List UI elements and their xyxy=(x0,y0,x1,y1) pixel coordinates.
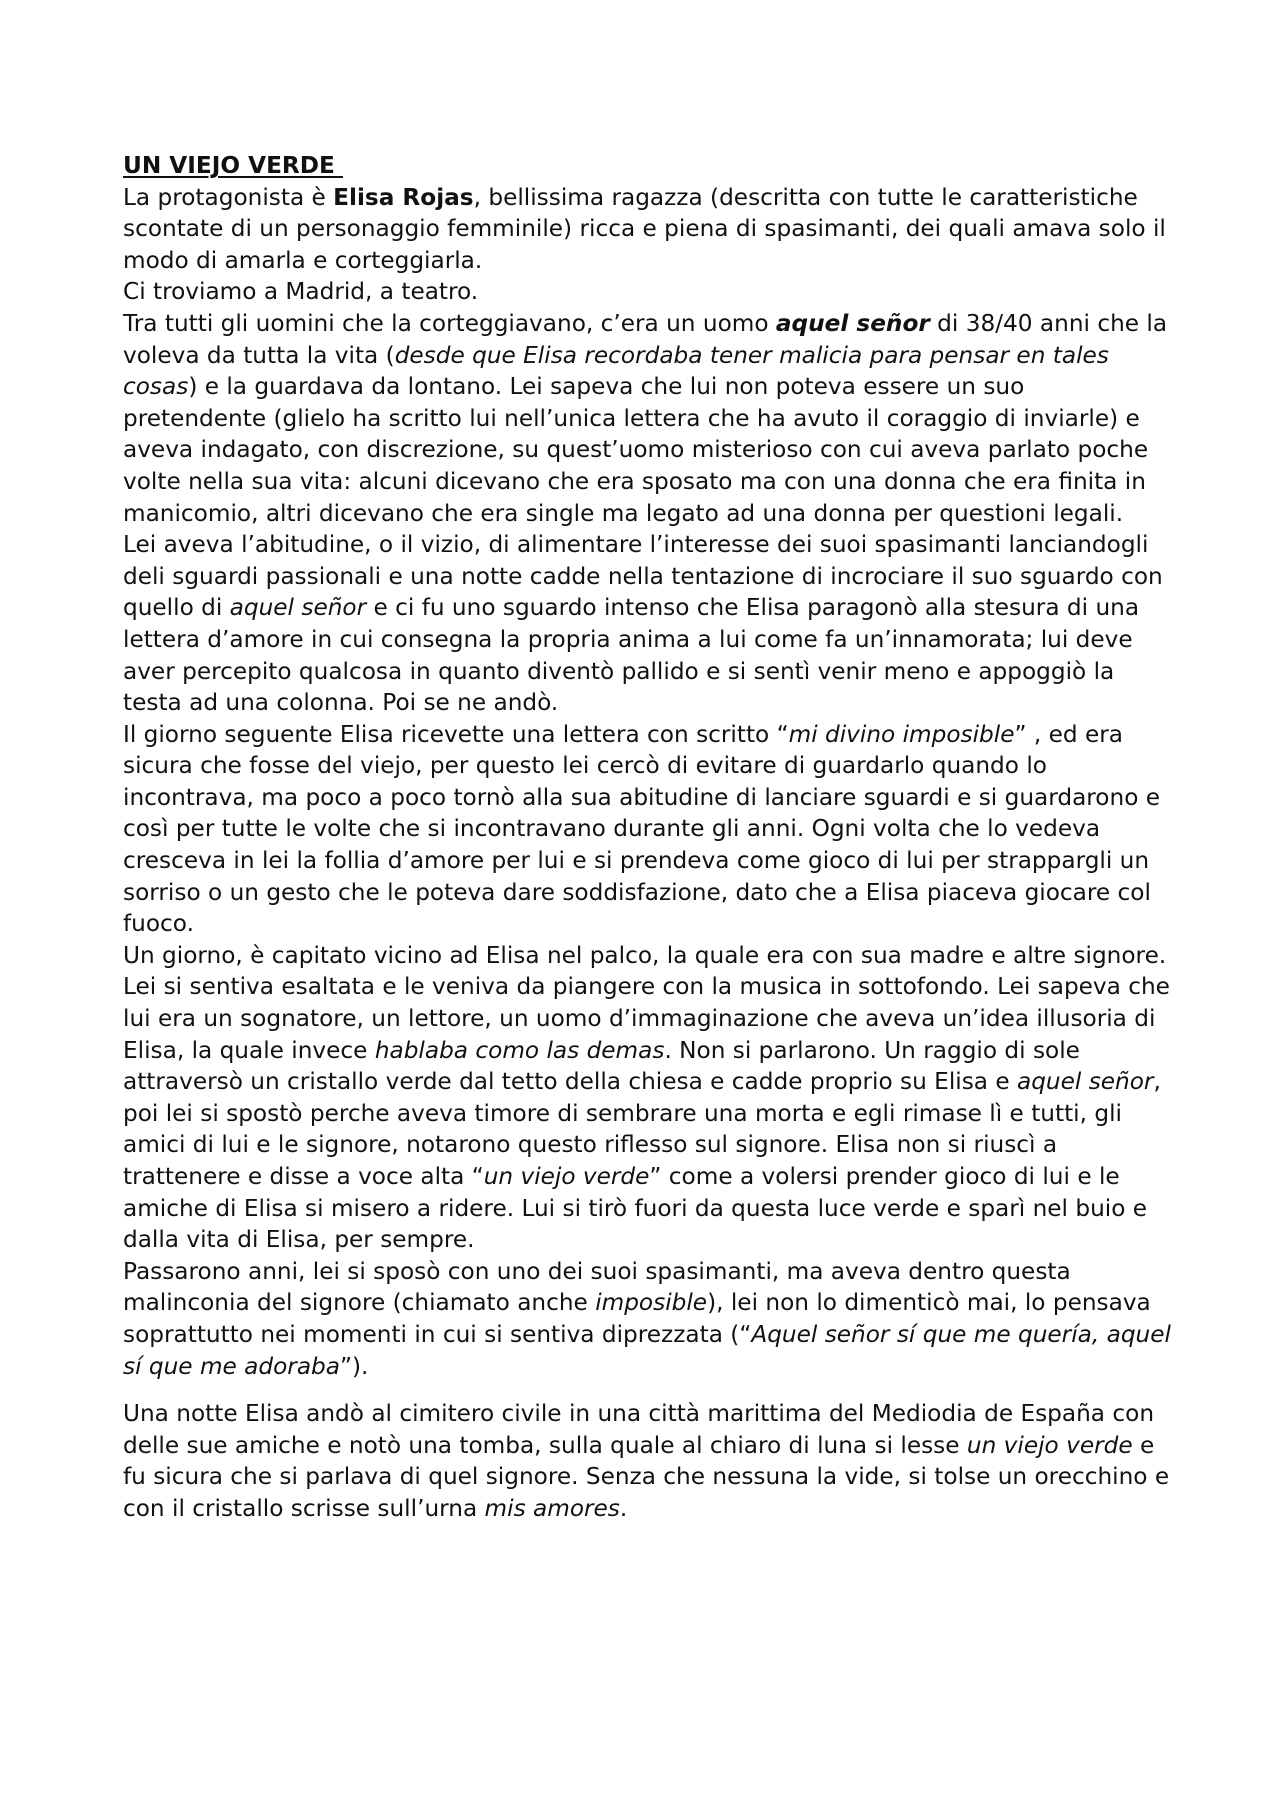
italic-text: aquel señor xyxy=(229,594,367,622)
italic-text: aquel señor xyxy=(1017,1068,1154,1096)
bold-italic-text: aquel señor xyxy=(775,309,930,337)
text-run: ” come a volersi prender gioco di lui e le amiche di Elisa si misero a ridere. Lui si tirò fuori da questa luce verde e sparì nel buio e dalla vita di Elisa, per sempre. xyxy=(123,1163,1148,1254)
paragraph xyxy=(123,182,1173,277)
document-body xyxy=(123,150,1173,1525)
italic-text: desde que Elisa recordaba tener malicia para pensar en tales cosas xyxy=(123,341,1109,401)
document-title: UN VIEJO VERDE xyxy=(123,152,343,179)
italic-text: Aquel señor sí que me quería, aquel sí que me adoraba xyxy=(123,1320,1171,1380)
document-paragraphs xyxy=(123,182,1173,1525)
text-run: Il giorno seguente Elisa ricevette una lettera con scritto “ xyxy=(123,720,789,748)
paragraph xyxy=(123,276,1173,308)
italic-text: hablaba como las demas xyxy=(374,1036,665,1064)
text-run: , bellissima ragazza (descritta con tutte le caratteristiche scontate di un personaggio femminile) ricca e piena di spasimanti, dei quali amava solo il modo di amarla e corteggiarla. xyxy=(123,183,1166,274)
paragraph xyxy=(123,529,1173,719)
text-run: Tra tutti gli uomini che la corteggiavano, c’era un uomo xyxy=(123,309,776,337)
text-run: La protagonista è xyxy=(123,183,334,211)
text-run: ), lei non lo dimenticò mai, lo pensava soprattutto nei momenti in cui si sentiva diprezzata (“ xyxy=(123,1289,1151,1348)
text-run: ”). xyxy=(339,1352,369,1380)
text-run: ” , ed era sicura che fosse del viejo, per questo lei cercò di evitare di guardarlo quando lo incontrava, ma poco a poco tornò alla sua abitudine di lanciare sguardi e si guardarono e così per tutte le volte che si incontravano durante gli anni. Ogni volta che lo vedeva cresceva in lei la follia d’amore per lui e si prendeva come gioco di lui per strappargli un sorriso o un gesto che le poteva dare soddisfazione, dato che a Elisa piaceva giocare col fuoco. xyxy=(123,720,1161,938)
paragraph xyxy=(123,940,1173,1256)
italic-text: un viejo verde xyxy=(483,1163,650,1190)
italic-text: imposible xyxy=(595,1289,708,1317)
italic-text: mi divino imposible xyxy=(788,720,1015,748)
paragraph xyxy=(123,1398,1173,1524)
text-run: Passarono anni, lei si sposò con uno dei suoi spasimanti, ma aveva dentro questa malinconia del signore (chiamato anche xyxy=(123,1257,1071,1317)
paragraph xyxy=(123,1256,1173,1382)
text-run: di 38/40 anni che la voleva da tutta la vita ( xyxy=(123,309,1168,369)
text-run: ) e la guardava da lontano. Lei sapeva che lui non poteva essere un suo pretendente (glielo ha scritto lui nell’unica lettera che ha avuto il coraggio di inviarle) e aveva indagato, con discrezione, su quest’uomo misterioso con cui aveva parlato poche volte nella sua vita: alcuni dicevano che era sposato ma con una donna che era finita in manicomio, altri dicevano che era single ma legato ad una donna per questioni legali. xyxy=(123,373,1149,527)
text-run: Lei aveva l’abitudine, o il vizio, di alimentare l’interesse dei suoi spasimanti lanciandogli deli sguardi passionali e una notte cadde nella tentazione di incrociare il suo sguardo con quello di xyxy=(123,531,1163,622)
text-run: Un giorno, è capitato vicino ad Elisa nel palco, la quale era con sua madre e altre signore. Lei si sentiva esaltata e le veniva da piangere con la musica in sottofondo. Lei sapeva che lui era un sognatore, un lettore, un uomo d’immaginazione che aveva un’idea illusoria di Elisa, la quale invece xyxy=(123,941,1170,1064)
text-run: Una notte Elisa andò al cimitero civile in una città marittima del Mediodia de España con delle sue amiche e notò una tomba, sulla quale al chiaro di luna si lesse xyxy=(123,1400,1155,1459)
text-run: . Non si parlarono. Un raggio di sole attraversò un cristallo verde dal tetto della chiesa e cadde proprio su Elisa e xyxy=(123,1036,1080,1096)
text-run: e fu sicura che si parlava di quel signore. Senza che nessuna la vide, si tolse un orecchino e con il cristallo scrisse sull’urna xyxy=(123,1431,1170,1522)
text-run: e ci fu uno sguardo intenso che Elisa paragonò alla stesura di una lettera d’amore in cui consegna la propria anima a lui come fa un’innamorata; lui deve aver percepito qualcosa in quanto diventò pallido e si sentì venir meno e appoggiò la testa ad una colonna. Poi se ne andò. xyxy=(123,594,1140,717)
italic-text: un viejo verde xyxy=(966,1431,1133,1459)
paragraph xyxy=(123,308,1173,529)
paragraph xyxy=(123,719,1173,940)
bold-text: Elisa Rojas xyxy=(333,183,474,211)
text-run: Ci troviamo a Madrid, a teatro. xyxy=(123,278,479,306)
italic-text: mis amores xyxy=(484,1494,620,1522)
text-run: . xyxy=(619,1494,628,1522)
text-run: , poi lei si spostò perche aveva timore di sembrare una morta e egli rimase lì e tutti, gli amici di lui e le signore, notarono questo riflesso sul signore. Elisa non si riuscì a trattenere e disse a voce alta “ xyxy=(123,1068,1161,1190)
